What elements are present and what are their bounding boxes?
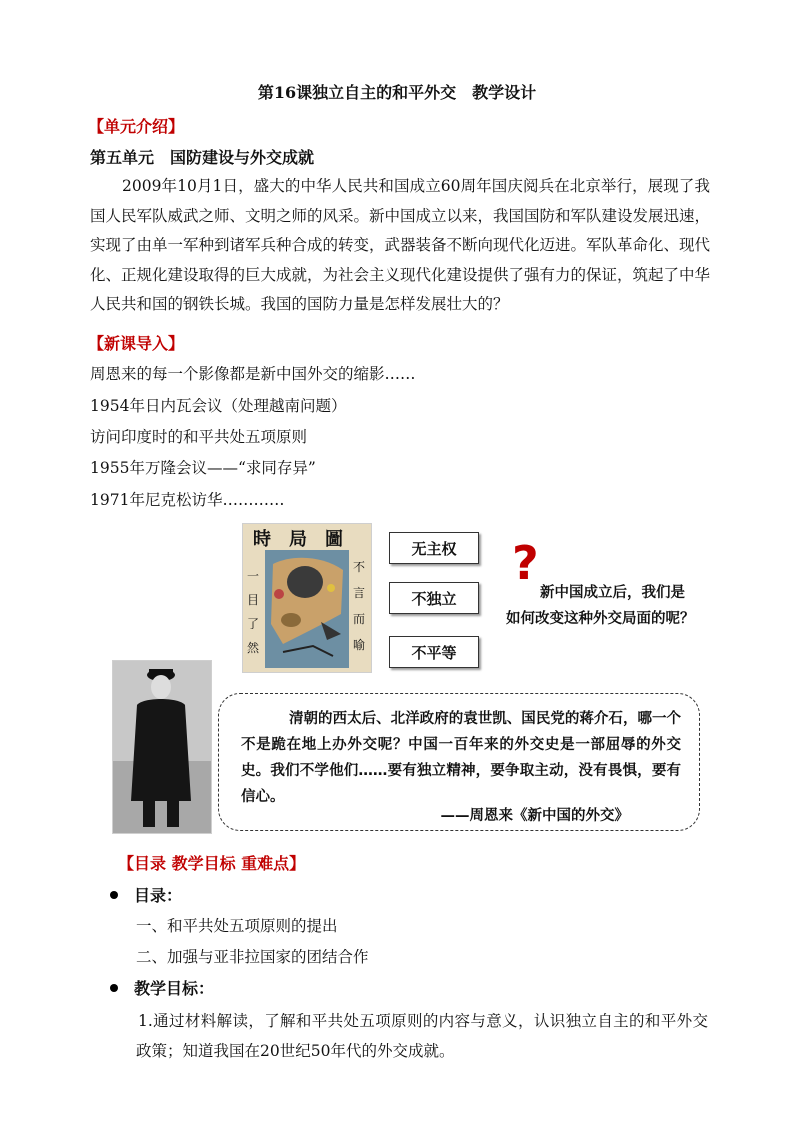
page-title: 第16课独立自主的和平外交 教学设计 bbox=[257, 83, 537, 102]
unequal-box: 不平等 bbox=[389, 636, 479, 668]
lead-in-line: 1954年日内瓦会议（处理越南问题） bbox=[90, 397, 347, 415]
unit-title: 第五单元 国防建设与外交成就 bbox=[90, 148, 315, 167]
quote-source: ——周恩来《新中国的外交》 bbox=[440, 808, 629, 824]
objective-text: 1.通过材料解读，了解和平共处五项原则的内容与意义，认识独立自主的和平外交政策；知道我国在20世纪50年代的外交成就。 bbox=[136, 1012, 708, 1060]
lead-in-line: 1955年万隆会议——“求同存异” bbox=[90, 459, 316, 477]
situation-map-poster bbox=[242, 523, 372, 673]
poster-right-text: 不言而喻 bbox=[353, 560, 366, 652]
objectives-label: 教学目标： bbox=[134, 979, 215, 998]
lead-in-line: 访问印度时的和平共处五项原则 bbox=[90, 428, 308, 446]
poster-title: 時局圖 bbox=[253, 529, 361, 550]
goals-heading: 【目录 教学目标 重难点】 bbox=[118, 854, 306, 873]
question-line-2: 如何改变这种外交局面的呢？ bbox=[506, 611, 695, 627]
question-line-1: 新中国成立后，我们是 bbox=[540, 585, 685, 601]
toc-bullet bbox=[110, 883, 182, 906]
no-sovereignty-box: 无主权 bbox=[389, 532, 479, 564]
unit-intro-paragraph: 2009年10月1日，盛大的中华人民共和国成立60周年国庆阅兵在北京举行，展现了我国人民军队威武之师、文明之师的风采。新中国成立以来，我国国防和军队建设发展迅速，实现了由单一军种到诸军兵种合成的转变，武器装备不断向现代化迈进。军队革命化、现代化、正规化建设取得的巨大成就，为社会主义现代化建设提供了强有力的保证，筑起了中华人民共和国的钢铁长城。我国的国防力量是怎样发展壮大的？ bbox=[90, 177, 711, 313]
toc-label: 目录： bbox=[134, 886, 183, 905]
poster-left-text: 一目了然 bbox=[247, 569, 260, 655]
bullet-dot-icon bbox=[110, 984, 118, 992]
portrait-silhouette-icon bbox=[113, 661, 211, 833]
lead-in-line: 1971年尼克松访华………… bbox=[90, 491, 285, 509]
quote-text: 清朝的西太后、北洋政府的袁世凯、国民党的蒋介石，哪一个不是跪在地上办外交呢？中国一百年来的外交史是一部屈辱的外交史。我们不学他们……要有独立精神，要争取主动，没有畏惧，要有信心。 bbox=[241, 711, 681, 805]
toc-item: 二、加强与亚非拉国家的团结合作 bbox=[136, 948, 369, 966]
zhou-enlai-photo bbox=[112, 660, 212, 834]
lead-in-line: 周恩来的每一个影像都是新中国外交的缩影…… bbox=[90, 365, 416, 383]
lead-in-heading: 【新课导入】 bbox=[88, 334, 185, 353]
unit-intro-heading: 【单元介绍】 bbox=[88, 117, 185, 136]
question-mark-icon: ? bbox=[512, 536, 539, 590]
quote-box bbox=[218, 693, 700, 831]
objectives-bullet bbox=[110, 976, 214, 999]
not-independent-box: 不独立 bbox=[389, 582, 479, 614]
bullet-dot-icon bbox=[110, 891, 118, 899]
toc-item: 一、和平共处五项原则的提出 bbox=[136, 917, 338, 935]
